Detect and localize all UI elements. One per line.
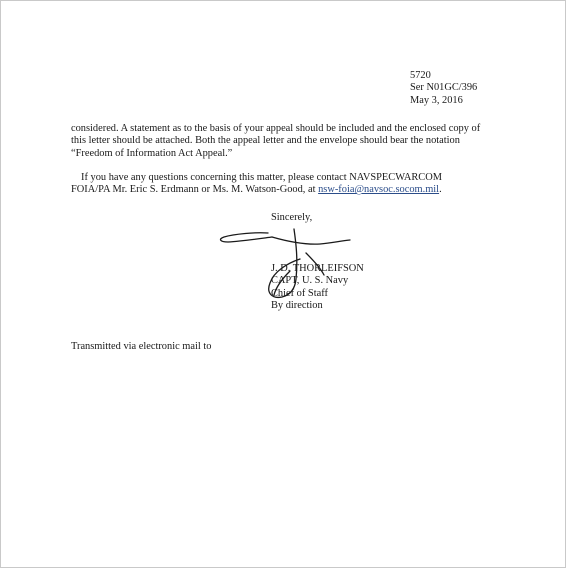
reference-date: May 3, 2016 [410, 94, 463, 106]
paragraph-line: “Freedom of Information Act Appeal.” [71, 147, 233, 159]
paragraph-line: If you have any questions concerning this matter, please contact NAVSPECWARCOM [81, 172, 442, 183]
transmittal-note: Transmitted via electronic mail to [71, 341, 212, 352]
reference-serial: Ser N01GC/396 [410, 82, 478, 94]
paragraph-line: this letter should be attached. Both the appeal letter and the envelope should bear the notation [71, 135, 460, 147]
signer-authority: By direction [271, 299, 323, 311]
paragraph-contact [71, 172, 511, 197]
paragraph-appeal-instructions [71, 123, 511, 160]
reference-code: 5720 [410, 70, 431, 81]
signature-block [271, 263, 364, 312]
contact-period: . [439, 184, 442, 196]
paragraph-line: considered. A statement as to the basis of your appeal should be included and the enclosed copy of [71, 123, 481, 134]
paragraph-line [71, 184, 511, 196]
signer-rank: CAPT, U. S. Navy [271, 275, 349, 287]
closing: Sincerely, [271, 212, 313, 223]
email-link[interactable]: nsw-foia@navsoc.socom.mil [318, 184, 440, 196]
reference-block [410, 70, 477, 107]
contact-text: FOIA/PA Mr. Eric S. Erdmann or Ms. M. Watson-Good, at [71, 184, 319, 196]
signer-name: J. D. THORLEIFSON [271, 263, 364, 274]
signer-title: Chief of Staff [271, 287, 328, 299]
